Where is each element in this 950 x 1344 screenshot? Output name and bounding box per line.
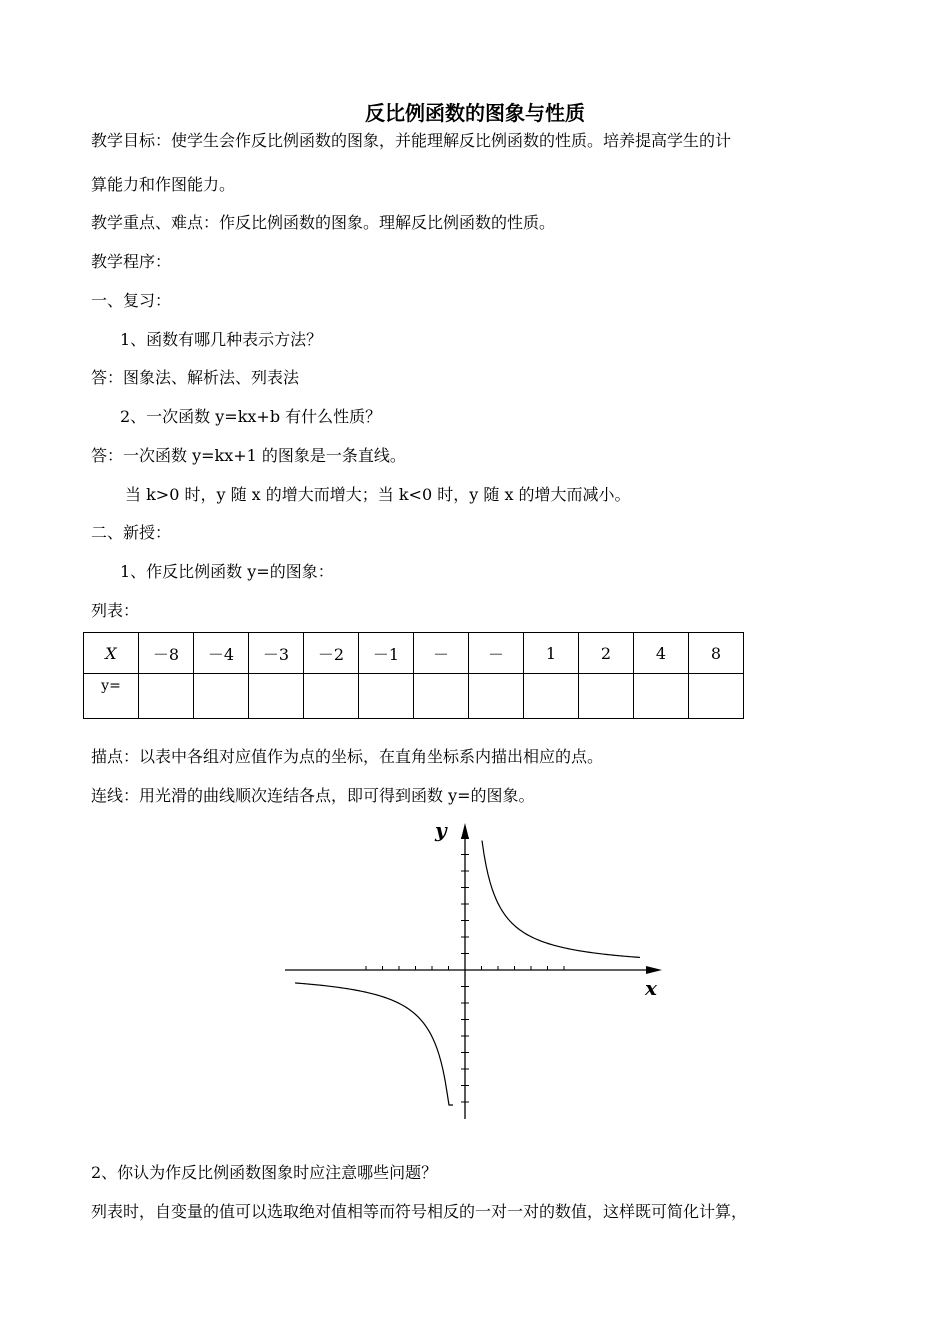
key-points: 教学重点、难点：作反比例函数的图象。理解反比例函数的性质。 bbox=[91, 213, 556, 232]
x-axis-arrow-icon bbox=[646, 966, 662, 974]
hyperbola-branch-third-quadrant bbox=[295, 983, 453, 1105]
y-axis-label: y bbox=[435, 818, 447, 842]
table-cell-y bbox=[359, 674, 414, 719]
table-cell-x: 8 bbox=[689, 633, 744, 674]
new-lesson-heading: 二、新授： bbox=[91, 523, 172, 542]
answer-2-continued: 当 k>0 时，y 随 x 的增大而增大；当 k<0 时，y 随 x 的增大而减小。 bbox=[125, 485, 631, 504]
table-cell-x: － bbox=[469, 633, 524, 674]
value-table bbox=[83, 632, 744, 719]
y-axis-arrow-icon bbox=[461, 823, 469, 839]
table-cell-y bbox=[579, 674, 634, 719]
plot-points-text: 描点：以表中各组对应值作为点的坐标，在直角坐标系内描出相应的点。 bbox=[91, 747, 604, 766]
question-2: 2、一次函数 y=kx+b 有什么性质？ bbox=[120, 407, 382, 426]
hyperbola-branch-first-quadrant bbox=[482, 841, 640, 958]
answer-3: 列表时，自变量的值可以选取绝对值相等而符号相反的一对一对的数值，这样既可简化计算， bbox=[91, 1202, 748, 1221]
table-cell-y bbox=[304, 674, 359, 719]
table-cell-y bbox=[689, 674, 744, 719]
table-cell-y bbox=[139, 674, 194, 719]
page-title: 反比例函数的图象与性质 bbox=[365, 101, 585, 125]
procedure-heading: 教学程序： bbox=[91, 252, 172, 271]
table-cell-x: 4 bbox=[634, 633, 689, 674]
table-row-y bbox=[84, 674, 744, 719]
table-row-x bbox=[84, 633, 744, 674]
question-1: 1、函数有哪几种表示方法？ bbox=[120, 330, 323, 349]
table-cell-x: －4 bbox=[194, 633, 249, 674]
table-header-y: y= bbox=[84, 674, 139, 719]
hyperbola-graph bbox=[280, 815, 670, 1125]
table-cell-y bbox=[194, 674, 249, 719]
teaching-goal-line-1: 教学目标：使学生会作反比例函数的图象，并能理解反比例函数的性质。培养提高学生的计 bbox=[91, 131, 732, 150]
table-cell-x: －1 bbox=[359, 633, 414, 674]
question-3: 2、你认为作反比例函数图象时应注意哪些问题？ bbox=[91, 1163, 438, 1182]
connect-text: 连线：用光滑的曲线顺次连结各点，即可得到函数 y=的图象。 bbox=[91, 786, 535, 805]
table-cell-x: －3 bbox=[249, 633, 304, 674]
table-cell-y bbox=[249, 674, 304, 719]
answer-2: 答：一次函数 y=kx+1 的图象是一条直线。 bbox=[91, 446, 406, 465]
table-cell-x: － bbox=[414, 633, 469, 674]
table-cell-y bbox=[634, 674, 689, 719]
teaching-goal-line-2: 算能力和作图能力。 bbox=[91, 175, 236, 194]
table-cell-x: 2 bbox=[579, 633, 634, 674]
list-table-label: 列表： bbox=[91, 601, 140, 620]
table-cell-y bbox=[469, 674, 524, 719]
table-header-x: X bbox=[84, 633, 139, 674]
table-cell-y bbox=[524, 674, 579, 719]
x-axis-label: x bbox=[645, 976, 657, 1000]
answer-1: 答：图象法、解析法、列表法 bbox=[91, 368, 300, 387]
table-cell-x: －8 bbox=[139, 633, 194, 674]
table-cell-y bbox=[414, 674, 469, 719]
step-1: 1、作反比例函数 y=的图象： bbox=[120, 562, 334, 581]
table-cell-x: －2 bbox=[304, 633, 359, 674]
review-heading: 一、复习： bbox=[91, 291, 172, 310]
table-cell-x: 1 bbox=[524, 633, 579, 674]
